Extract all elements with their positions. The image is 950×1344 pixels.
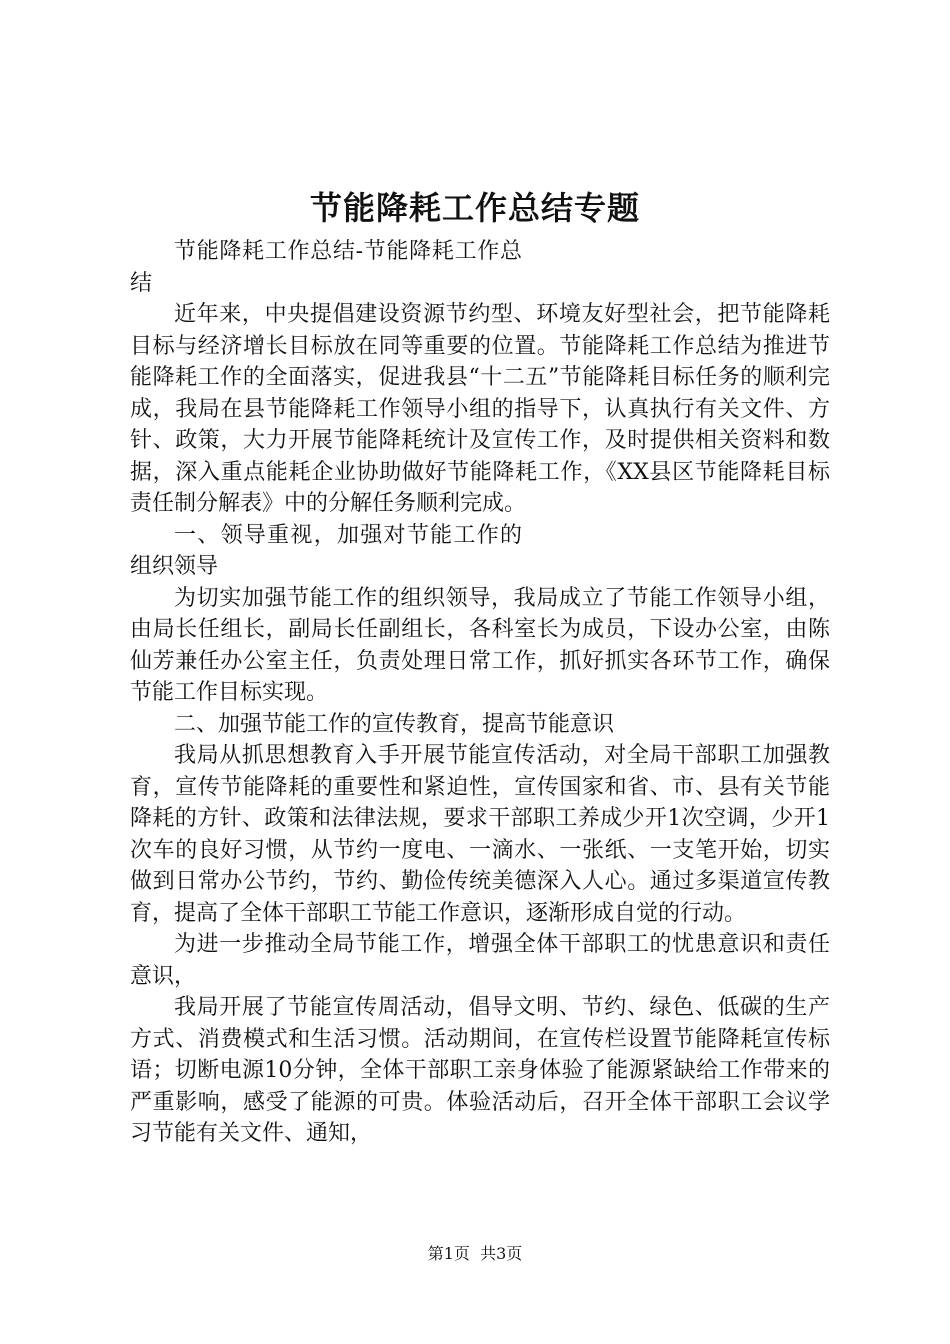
paragraph-section-1-body: 为切实加强节能工作的组织领导，我局成立了节能工作领导小组，由局长任组长，副局长任副组长，各科室长为成员，下设办公室，由陈仙芳兼任办公室主任，负责处理日常工作，抓好抓实各环节工作，确保节能工作目标实现。	[130, 585, 830, 705]
document-title: 节能降耗工作总结专题	[309, 189, 640, 227]
paragraph-section-1-heading: 一、领导重视，加强对节能工作的组织领导	[130, 522, 522, 579]
paragraph-section-2-body-3: 我局开展了节能宣传周活动，倡导文明、节约、绿色、低碳的生产方式、消费模式和生活习惯。活动期间，在宣传栏设置节能降耗宣传标语；切断电源10分钟，全体干部职工亲身体验了能源紧缺给工作带来的严重影响，感受了能源的可贵。体验活动后，召开全体干部职工会议学习节能有关文件、通知，	[130, 995, 830, 1146]
document-body	[130, 236, 830, 1150]
paragraph-section-2-body: 我局从抓思想教育入手开展节能宣传活动，对全局干部职工加强教育，宣传节能降耗的重要性和紧迫性，宣传国家和省、市、县有关节能降耗的方针、政策和法律法规，要求干部职工养成少开1次空调，少开1次车的良好习惯，从节约一度电、一滴水、一张纸、一支笔开始，切实做到日常办公节约，节约、勤俭传统美德深入人心。通过多渠道宣传教育，提高了全体干部职工节能工作意识，逐渐形成自觉的行动。	[130, 743, 830, 926]
paragraph-section-2-heading: 二、加强节能工作的宣传教育，提高节能意识	[174, 711, 615, 737]
paragraph-subtitle: 节能降耗工作总结-节能降耗工作总结	[130, 239, 522, 296]
paragraph-section-2-body-2: 为进一步推动全局节能工作，增强全体干部职工的忧患意识和责任意识，	[130, 932, 830, 989]
paragraph-intro: 近年来，中央提倡建设资源节约型、环境友好型社会，把节能降耗目标与经济增长目标放在同等重要的位置。节能降耗工作总结为推进节能降耗工作的全面落实，促进我县“十二五”节能降耗目标任务的顺利完成，我局在县节能降耗工作领导小组的指导下，认真执行有关文件、方针、政策，大力开展节能降耗统计及宣传工作，及时提供相关资料和数据，深入重点能耗企业协助做好节能降耗工作，《XX县区节能降耗目标责任制分解表》中的分解任务顺利完成。	[130, 302, 830, 516]
page-footer	[0, 1243, 950, 1265]
page-number-label: 第1页 共3页	[427, 1244, 523, 1263]
